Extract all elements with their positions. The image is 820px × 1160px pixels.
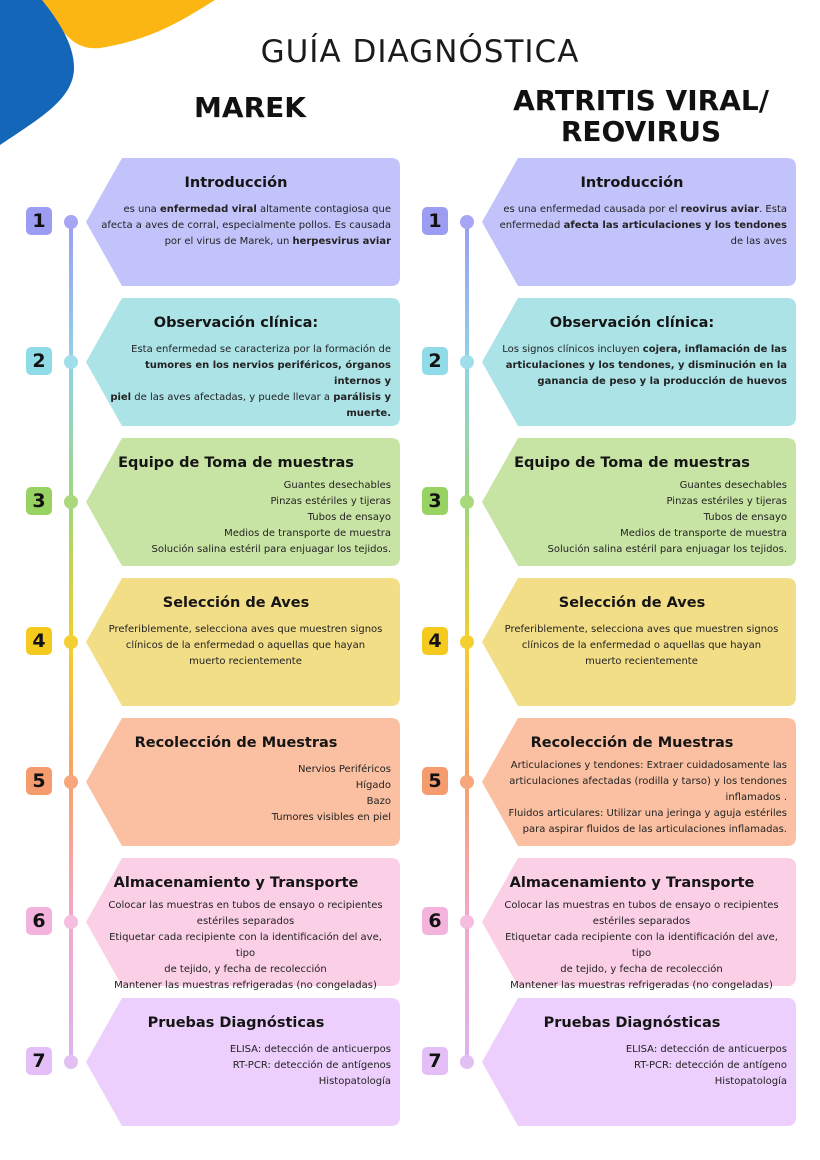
text: muerto recientemente xyxy=(585,656,698,667)
timeline-dot xyxy=(460,495,474,509)
step-body-line xyxy=(492,542,787,558)
step-body xyxy=(492,1042,787,1090)
column-title-line: MAREK xyxy=(194,91,306,124)
text: por el virus de Marek, un xyxy=(164,236,293,247)
step-body-line xyxy=(499,654,784,670)
text: articulaciones afectadas (rodilla y tarso) y los tendones xyxy=(509,776,787,787)
text: estériles separados xyxy=(592,916,691,927)
step-body-line xyxy=(96,762,391,778)
text: Histopatología xyxy=(714,1076,787,1087)
step-body xyxy=(499,622,784,670)
bold-text: ganancia de peso y la producción de huevos xyxy=(537,376,787,387)
step-body-line xyxy=(96,1042,391,1058)
step-body-line xyxy=(492,790,787,806)
step-card xyxy=(482,578,796,706)
step-body-line xyxy=(96,406,391,422)
text: Medios de transporte de muestra xyxy=(224,528,391,539)
text: estériles separados xyxy=(196,916,295,927)
step-number-badge: 7 xyxy=(26,1047,52,1075)
step-body-line xyxy=(96,358,391,390)
step-body-line xyxy=(499,930,784,962)
text: RT-PCR: detección de antígeno xyxy=(633,1060,787,1071)
timeline-dot xyxy=(460,355,474,369)
step-body-line xyxy=(492,234,787,250)
bold-text: parálisis y xyxy=(333,392,391,403)
bold-text: reovirus aviar xyxy=(680,204,760,215)
step-body-line xyxy=(96,810,391,826)
step-card xyxy=(86,858,400,991)
text: Preferiblemente, selecciona aves que muestren signos xyxy=(108,624,383,635)
step-body-line xyxy=(499,898,784,914)
text: clínicos de la enfermedad o aquellas que hayan xyxy=(125,640,366,651)
step-body-line xyxy=(103,654,388,670)
step-body-line xyxy=(499,978,784,994)
step-body-line xyxy=(96,510,391,526)
step-number-badge: 5 xyxy=(26,767,52,795)
column-artritis-viral-reovirus xyxy=(396,0,796,1160)
step-body-line xyxy=(492,806,787,822)
step-body-line xyxy=(492,374,787,390)
timeline-dot xyxy=(460,1055,474,1069)
text: Esta enfermedad se caracteriza por la formación de xyxy=(131,344,391,355)
step-number-badge: 1 xyxy=(422,207,448,235)
step-body xyxy=(499,898,784,994)
bold-text: herpesvirus aviar xyxy=(292,236,391,247)
timeline-dot xyxy=(64,215,78,229)
text: ELISA: detección de anticuerpos xyxy=(625,1044,787,1055)
step-heading: Introducción xyxy=(184,175,288,191)
step-number-badge: 3 xyxy=(26,487,52,515)
text: de tejido, y fecha de recolección xyxy=(560,964,723,975)
step-card xyxy=(86,438,400,566)
text: Articulaciones y tendones: Extraer cuidadosamente las xyxy=(510,760,787,771)
step-body-line xyxy=(492,758,787,774)
step-body xyxy=(96,342,391,422)
step-body-line xyxy=(499,962,784,978)
text: Nervios Periféricos xyxy=(297,764,391,775)
step-heading: Almacenamiento y Transporte xyxy=(113,875,359,891)
step-body-line xyxy=(96,202,391,218)
column-title xyxy=(90,92,410,123)
text: Tubos de ensayo xyxy=(703,512,787,523)
timeline-dot xyxy=(460,915,474,929)
step-body-line xyxy=(492,822,787,838)
step-body-line xyxy=(96,390,391,406)
step-body-line xyxy=(96,478,391,494)
step-heading: Equipo de Toma de muestras xyxy=(118,455,354,471)
step-body xyxy=(492,758,787,838)
text: muerto recientemente xyxy=(189,656,302,667)
step-body xyxy=(492,202,787,250)
column-title-line: ARTRITIS VIRAL/ xyxy=(513,84,769,117)
text: es una xyxy=(123,204,160,215)
text: Solución salina estéril para enjuagar los tejidos. xyxy=(151,544,391,555)
step-body-line xyxy=(96,494,391,510)
text: es una enfermedad causada por el xyxy=(503,204,681,215)
step-card xyxy=(86,578,400,706)
timeline-dot xyxy=(64,775,78,789)
step-card xyxy=(482,998,796,1126)
step-body-line xyxy=(96,526,391,542)
step-body xyxy=(96,1042,391,1090)
step-heading: Equipo de Toma de muestras xyxy=(514,455,750,471)
step-number-badge: 2 xyxy=(422,347,448,375)
text: Tumores visibles en piel xyxy=(271,812,391,823)
step-body-line xyxy=(103,914,388,930)
text: de las aves afectadas, y puede llevar a xyxy=(131,392,334,403)
text: . Esta xyxy=(759,204,787,215)
step-heading: Recolección de Muestras xyxy=(530,735,734,751)
step-heading: Recolección de Muestras xyxy=(134,735,338,751)
text: Etiquetar cada recipiente con la identificación del ave, tipo xyxy=(505,932,778,959)
step-body xyxy=(103,622,388,670)
step-body-line xyxy=(103,622,388,638)
timeline-dot xyxy=(460,215,474,229)
step-body-line xyxy=(499,638,784,654)
step-body xyxy=(96,478,391,558)
step-body-line xyxy=(492,494,787,510)
timeline-dot xyxy=(64,635,78,649)
step-body-line xyxy=(492,358,787,374)
step-number-badge: 1 xyxy=(26,207,52,235)
text: Pinzas estériles y tijeras xyxy=(270,496,391,507)
step-card xyxy=(86,298,400,426)
text: RT-PCR: detección de antígenos xyxy=(232,1060,391,1071)
text: Solución salina estéril para enjuagar los tejidos. xyxy=(547,544,787,555)
step-number-badge: 4 xyxy=(26,627,52,655)
bold-text: tumores en los nervios periféricos, órganos internos y xyxy=(144,360,391,387)
step-number-badge: 6 xyxy=(26,907,52,935)
step-card xyxy=(482,718,796,846)
step-body-line xyxy=(103,962,388,978)
step-card xyxy=(482,438,796,566)
text: clínicos de la enfermedad o aquellas que hayan xyxy=(521,640,762,651)
step-number-badge: 2 xyxy=(26,347,52,375)
step-body-line xyxy=(492,774,787,790)
step-heading: Pruebas Diagnósticas xyxy=(147,1015,325,1031)
step-card xyxy=(86,998,400,1126)
step-body-line xyxy=(103,930,388,962)
timeline-dot xyxy=(460,775,474,789)
text: Hígado xyxy=(355,780,391,791)
text: Los signos clínicos incluyen xyxy=(502,344,643,355)
column-title-line: REOVIRUS xyxy=(560,115,722,148)
bold-text: piel xyxy=(110,392,132,403)
step-heading: Pruebas Diagnósticas xyxy=(543,1015,721,1031)
step-body-line xyxy=(492,1042,787,1058)
timeline-dot xyxy=(460,635,474,649)
step-body-line xyxy=(499,622,784,638)
text: de las aves xyxy=(730,236,787,247)
text: Fluidos articulares: Utilizar una jeringa y aguja estériles xyxy=(508,808,787,819)
text: Medios de transporte de muestra xyxy=(620,528,787,539)
text: afecta a aves de corral, especialmente pollos. Es causada xyxy=(101,220,391,231)
step-body-line xyxy=(492,510,787,526)
step-body-line xyxy=(492,218,787,234)
page-title: GUÍA DIAGNÓSTICA xyxy=(260,34,580,70)
step-body-line xyxy=(96,218,391,234)
step-card xyxy=(86,718,400,846)
step-card xyxy=(482,158,796,286)
timeline-dot xyxy=(64,1055,78,1069)
step-number-badge: 3 xyxy=(422,487,448,515)
step-card xyxy=(482,298,796,426)
step-heading: Introducción xyxy=(580,175,684,191)
step-body-line xyxy=(492,202,787,218)
timeline-dot xyxy=(64,915,78,929)
step-heading: Observación clínica: xyxy=(153,315,319,331)
text: de tejido, y fecha de recolección xyxy=(164,964,327,975)
text: Colocar las muestras en tubos de ensayo o recipientes xyxy=(504,900,779,911)
column-marek xyxy=(0,0,400,1160)
step-body-line xyxy=(103,638,388,654)
step-heading: Selección de Aves xyxy=(558,595,706,611)
text: inflamados . xyxy=(725,792,787,803)
step-card xyxy=(86,158,400,286)
step-body-line xyxy=(96,1058,391,1074)
step-body xyxy=(492,478,787,558)
step-body-line xyxy=(96,542,391,558)
timeline-dot xyxy=(64,495,78,509)
text: Pinzas estériles y tijeras xyxy=(666,496,787,507)
bold-text: cojera, inflamación de las xyxy=(642,344,787,355)
bold-text: muerte. xyxy=(346,408,391,419)
timeline-dot xyxy=(64,355,78,369)
text: altamente contagiosa que xyxy=(256,204,391,215)
text: Mantener las muestras refrigeradas (no congeladas) xyxy=(114,980,377,991)
step-body-line xyxy=(103,898,388,914)
step-body-line xyxy=(492,1058,787,1074)
text: para aspirar fluidos de las articulaciones inflamadas. xyxy=(522,824,787,835)
text: Guantes desechables xyxy=(283,480,391,491)
step-body xyxy=(96,202,391,250)
bold-text: enfermedad viral xyxy=(160,204,257,215)
step-number-badge: 5 xyxy=(422,767,448,795)
step-body-line xyxy=(96,342,391,358)
step-body-line xyxy=(492,526,787,542)
step-body-line xyxy=(96,1074,391,1090)
text: Tubos de ensayo xyxy=(307,512,391,523)
text: Guantes desechables xyxy=(679,480,787,491)
bold-text: articulaciones y los tendones, y disminución en la xyxy=(505,360,787,371)
step-heading: Observación clínica: xyxy=(549,315,715,331)
step-number-badge: 6 xyxy=(422,907,448,935)
step-number-badge: 4 xyxy=(422,627,448,655)
text: Histopatología xyxy=(318,1076,391,1087)
step-body xyxy=(103,898,388,994)
step-body-line xyxy=(103,978,388,994)
step-body-line xyxy=(499,914,784,930)
column-title xyxy=(456,85,820,147)
step-body xyxy=(492,342,787,390)
text: Etiquetar cada recipiente con la identificación del ave, tipo xyxy=(109,932,382,959)
text: enfermedad xyxy=(499,220,564,231)
text: Colocar las muestras en tubos de ensayo o recipientes xyxy=(108,900,383,911)
step-card xyxy=(482,858,796,991)
step-body-line xyxy=(96,794,391,810)
step-heading: Selección de Aves xyxy=(162,595,310,611)
step-number-badge: 7 xyxy=(422,1047,448,1075)
text: Preferiblemente, selecciona aves que muestren signos xyxy=(504,624,779,635)
text: ELISA: detección de anticuerpos xyxy=(229,1044,391,1055)
bold-text: afecta las articulaciones y los tendones xyxy=(563,220,787,231)
step-body xyxy=(96,762,391,826)
step-body-line xyxy=(492,342,787,358)
step-body-line xyxy=(96,778,391,794)
step-body-line xyxy=(492,478,787,494)
step-body-line xyxy=(492,1074,787,1090)
step-heading: Almacenamiento y Transporte xyxy=(509,875,755,891)
text: Bazo xyxy=(366,796,391,807)
step-body-line xyxy=(96,234,391,250)
text: Mantener las muestras refrigeradas (no congeladas) xyxy=(510,980,773,991)
